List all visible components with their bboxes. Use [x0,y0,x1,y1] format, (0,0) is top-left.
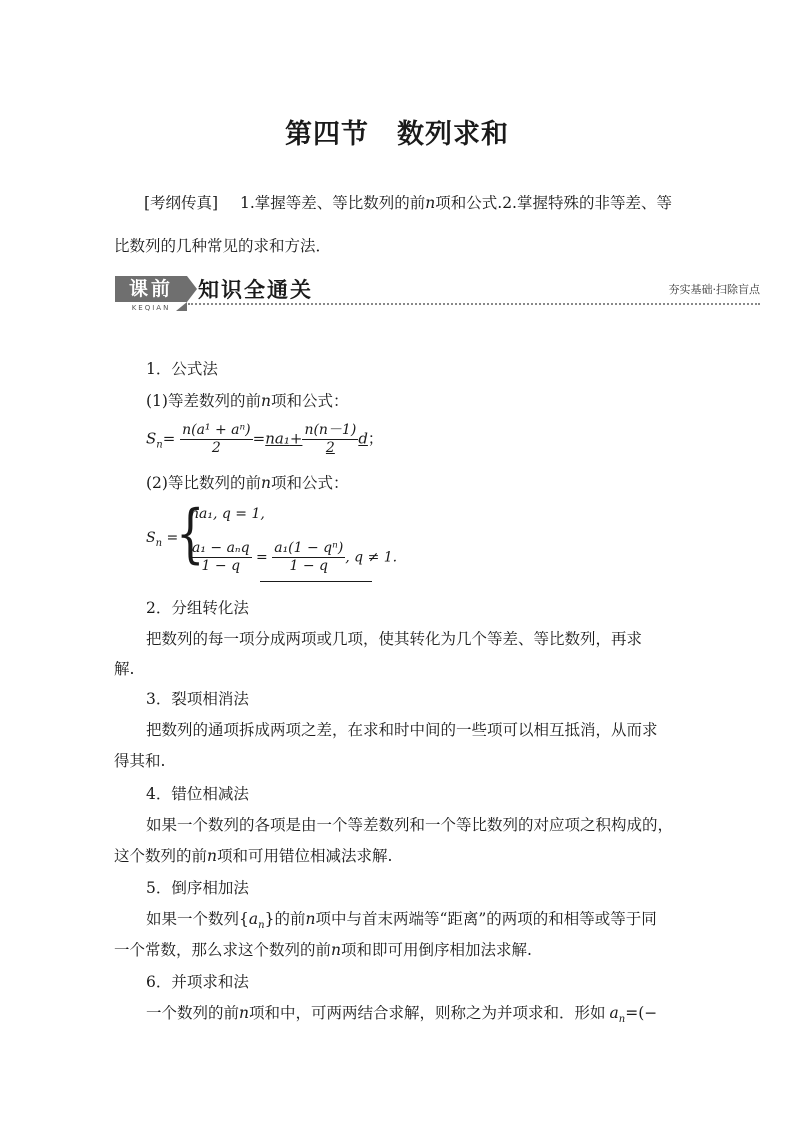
group-transform-text-2: 解. [114,660,135,678]
section-divider [188,303,760,305]
telescoping-text-1: 把数列的通项拆成两项之差，在求和时中间的一些项可以相互抵消，从而求 [146,721,658,739]
section-tab: 课前 [115,276,187,302]
pair-sum-text-1: 一个数列的前n项和中，可两两结合求解，则称之为并项求和．形如 $a_n=(-$ [146,1004,658,1026]
section-title: 知识全通关 [198,278,313,302]
brace-symbol: { [176,497,205,571]
shift-subtract-text-2: 这个数列的前n项和可用错位相减法求解. [114,847,393,865]
telescoping-text-2: 得其和. [114,752,166,770]
fraction-arith-1: $\frac{\text{n(a¹ + aⁿ)}}{2}$ [182,422,251,456]
section-tab-arrow [187,276,197,302]
geo-formula-underline [260,581,372,582]
heading-reverse-add: 5．倒序相加法 [146,879,249,897]
heading-pair-sum: 6．并项求和法 [146,973,249,991]
geo-case-1: na₁, q = 1, [190,506,265,522]
heading-shift-subtract: 4．错位相减法 [146,785,249,803]
heading-formula-method: 1．公式法 [146,360,218,378]
reverse-add-text-1: 如果一个数列$\{a_n\}$的前n项中与首末两端等“距离”的两项的和相等或等于同 [146,910,657,932]
fraction-arith-2: $\frac{n(n-1)}{2}$ [304,422,357,456]
section-tab-tail [176,302,187,311]
reverse-add-text-2: 一个常数，那么求这个数列的前n项和即可用倒序相加法求解. [114,941,532,959]
geo-sum-lhs: $S_n$ = [146,530,179,549]
group-transform-text-1: 把数列的每一项分成两项或几项，使其转化为几个等差、等比数列，再求 [146,630,643,648]
section-slogan: 夯实基础·扫除盲点 [668,283,760,296]
section-tab-subtitle: KEQIAN [131,304,171,312]
geo-sum-label: (2)等比数列的前n项和公式： [146,474,349,492]
geo-case-2: $\frac{\text{a₁ − aₙq}}{1 - q}$ = $\frac{\text{a₁(1 − qⁿ)}}{1 - q}$ , q ≠ 1. [192,540,398,574]
arith-sum-label: (1)等差数列的前n项和公式： [146,392,349,410]
fraction-geo-2: $\frac{\text{a₁(1 − qⁿ)}}{1 - q}$ [274,540,344,574]
heading-telescoping: 3．裂项相消法 [146,690,249,708]
heading-group-transform: 2．分组转化法 [146,599,249,617]
shift-subtract-text-1: 如果一个数列的各项是由一个等差数列和一个等比数列的对应项之积构成的， [146,816,674,834]
arith-sum-formula: $S_n=$ $\frac{\text{n(a¹ + aⁿ)}}{2}$ =na₁+ $\frac{n(n-1)}{2}$ d； [146,422,383,456]
page-title: 第四节 数列求和 [285,119,509,150]
syllabus-line-1: [考纲传真] 1.掌握等差、等比数列的前n项和公式.2.掌握特殊的非等差、等 [144,194,672,212]
fraction-geo-1: $\frac{\text{a₁ − aₙq}}{1 - q}$ [192,540,250,574]
syllabus-line-2: 比数列的几种常见的求和方法． [114,237,332,255]
syllabus-tag: [考纲传真] [144,194,219,212]
